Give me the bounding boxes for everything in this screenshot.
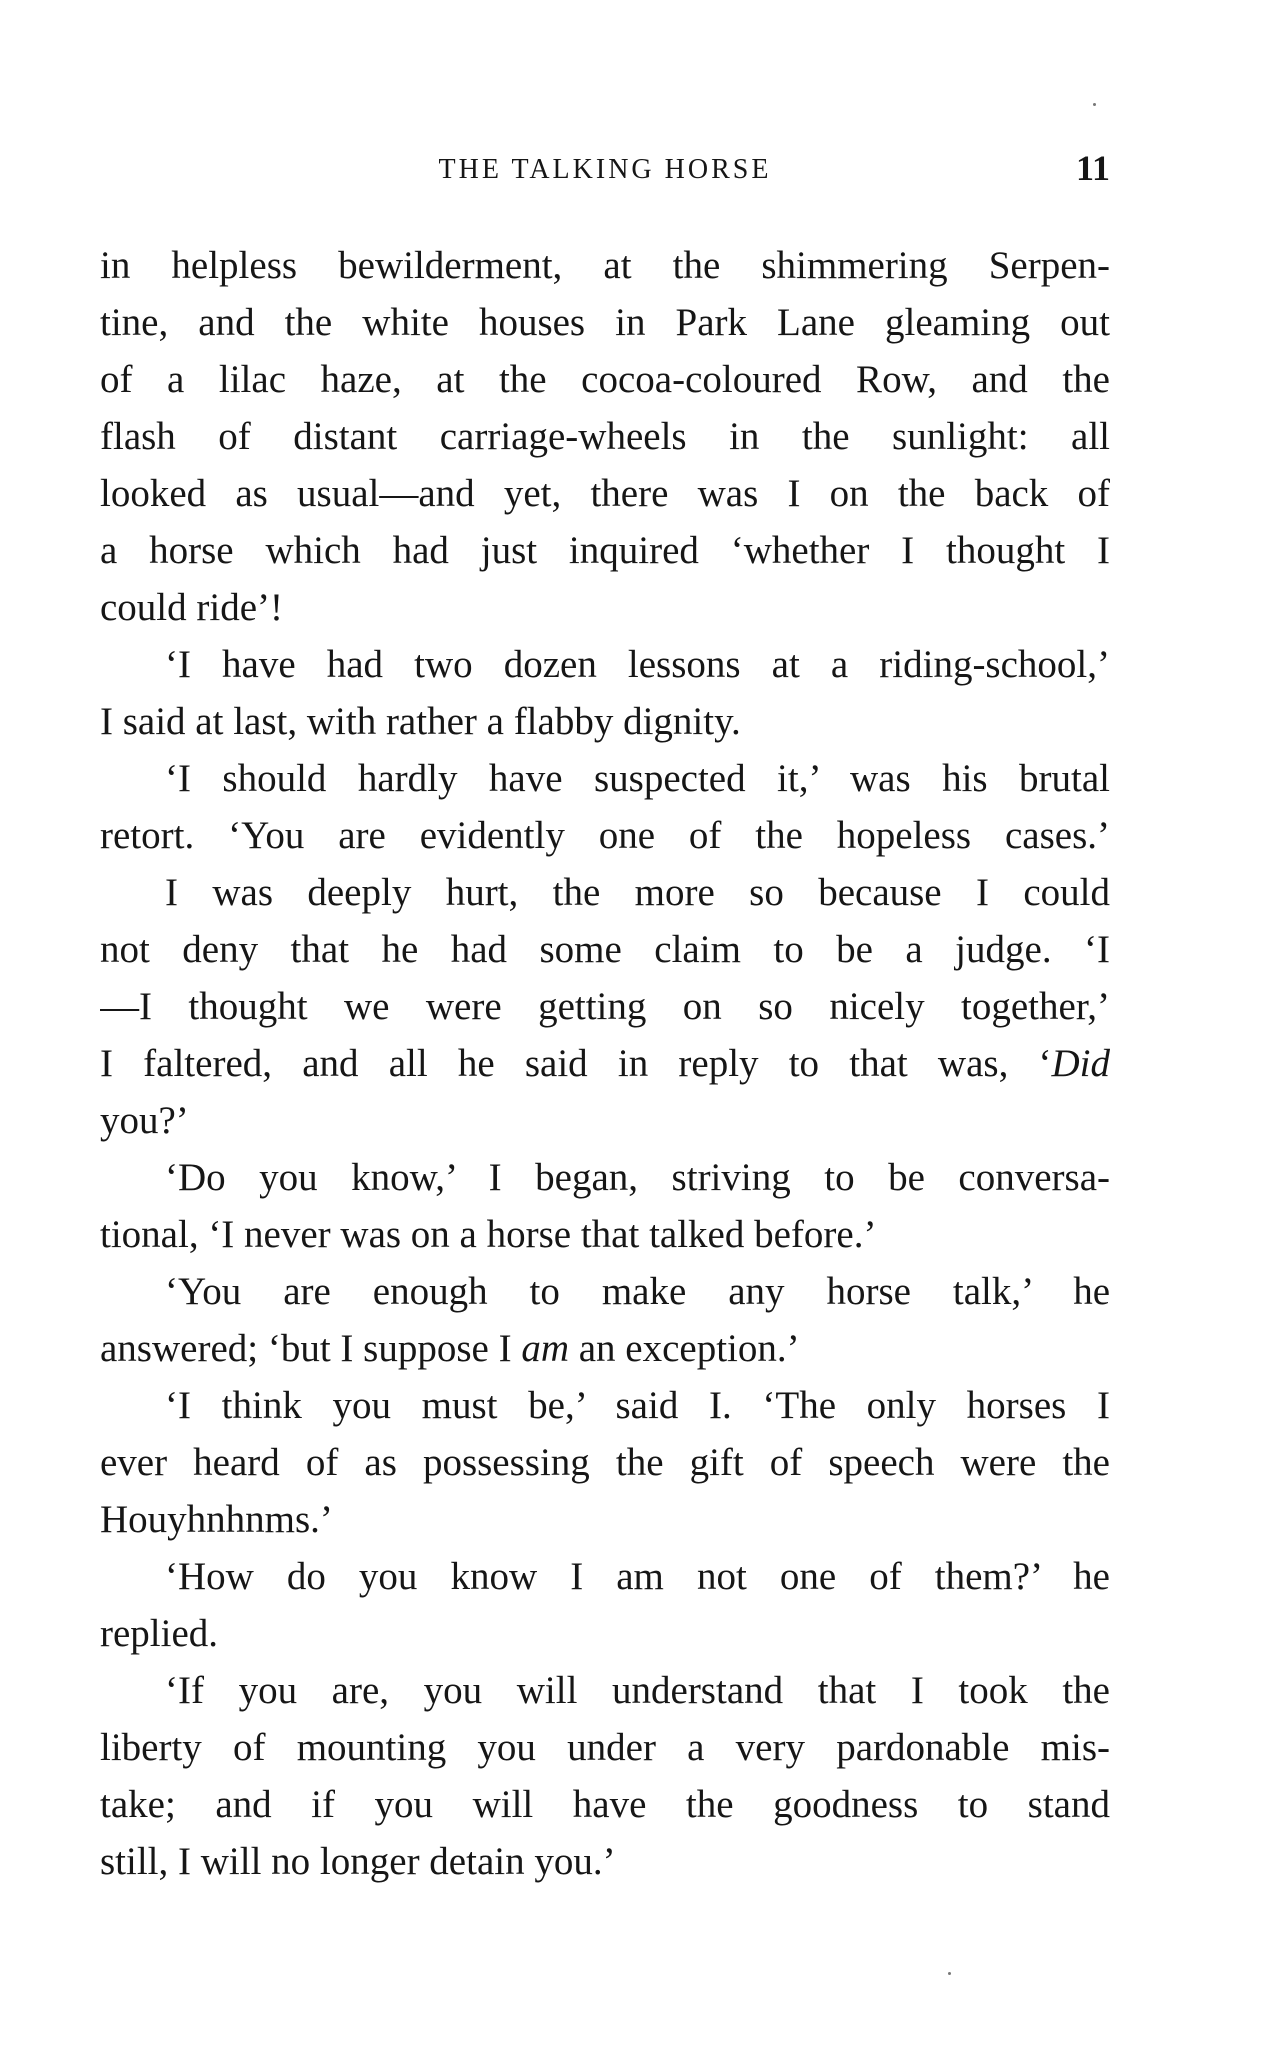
text-line: looked as usual—and yet, there was I on the back of: [100, 472, 1110, 515]
text-line: of a lilac haze, at the cocoa-coloured Row, and the: [100, 358, 1110, 401]
page-number: 11: [1075, 148, 1110, 188]
text-segment: an exception.’: [568, 1327, 800, 1370]
running-title: THE TALKING HORSE: [438, 154, 772, 185]
text-line: I said at last, with rather a flabby dignity.: [100, 700, 741, 743]
text-line: replied.: [100, 1612, 219, 1655]
text-segment: answered; ‘but I suppose I: [100, 1327, 522, 1370]
text-line: ‘If you are, you will understand that I took the: [165, 1669, 1110, 1712]
text-line: a horse which had just inquired ‘whether I thought I: [100, 529, 1110, 572]
print-speck: [948, 1972, 951, 1975]
text-line: retort. ‘You are evidently one of the hopeless cases.’: [100, 814, 1110, 857]
text-line: ‘You are enough to make any horse talk,’ he: [165, 1270, 1110, 1313]
text-line: [100, 1035, 1110, 1092]
text-line: you?’: [100, 1099, 189, 1142]
text-line: in helpless bewilderment, at the shimmering Serpen-: [100, 244, 1110, 287]
text-line: ‘I have had two dozen lessons at a riding-school,’: [165, 643, 1110, 686]
italic-word: Did: [1051, 1042, 1110, 1085]
text-line: tine, and the white houses in Park Lane gleaming out: [100, 301, 1110, 344]
text-line: ‘How do you know I am not one of them?’ he: [165, 1555, 1110, 1598]
text-line: [100, 1320, 1110, 1377]
text-line: tional, ‘I never was on a horse that talked before.’: [100, 1213, 877, 1256]
text-line: still, I will no longer detain you.’: [100, 1840, 616, 1883]
body-text: [100, 237, 1110, 1890]
text-line: Houyhnhnms.’: [100, 1498, 333, 1541]
text-line: I was deeply hurt, the more so because I could: [165, 871, 1110, 914]
text-segment: I faltered, and all he said in reply to that was, ‘: [100, 1042, 1052, 1085]
text-line: not deny that he had some claim to be a judge. ‘I: [100, 928, 1110, 971]
text-line: ever heard of as possessing the gift of speech were the: [100, 1441, 1110, 1484]
text-line: —I thought we were getting on so nicely together,’: [100, 985, 1110, 1028]
text-line: liberty of mounting you under a very pardonable mis-: [100, 1726, 1110, 1769]
running-head: [100, 150, 1110, 190]
text-line: could ride’!: [100, 586, 284, 629]
text-line: ‘I think you must be,’ said I. ‘The only horses I: [165, 1384, 1110, 1427]
text-line: take; and if you will have the goodness to stand: [100, 1783, 1110, 1826]
text-line: ‘Do you know,’ I began, striving to be conversa-: [165, 1156, 1110, 1199]
text-line: ‘I should hardly have suspected it,’ was his brutal: [165, 757, 1110, 800]
print-speck: [1093, 103, 1096, 106]
italic-word: am: [521, 1327, 569, 1370]
text-line: flash of distant carriage-wheels in the sunlight: all: [100, 415, 1110, 458]
